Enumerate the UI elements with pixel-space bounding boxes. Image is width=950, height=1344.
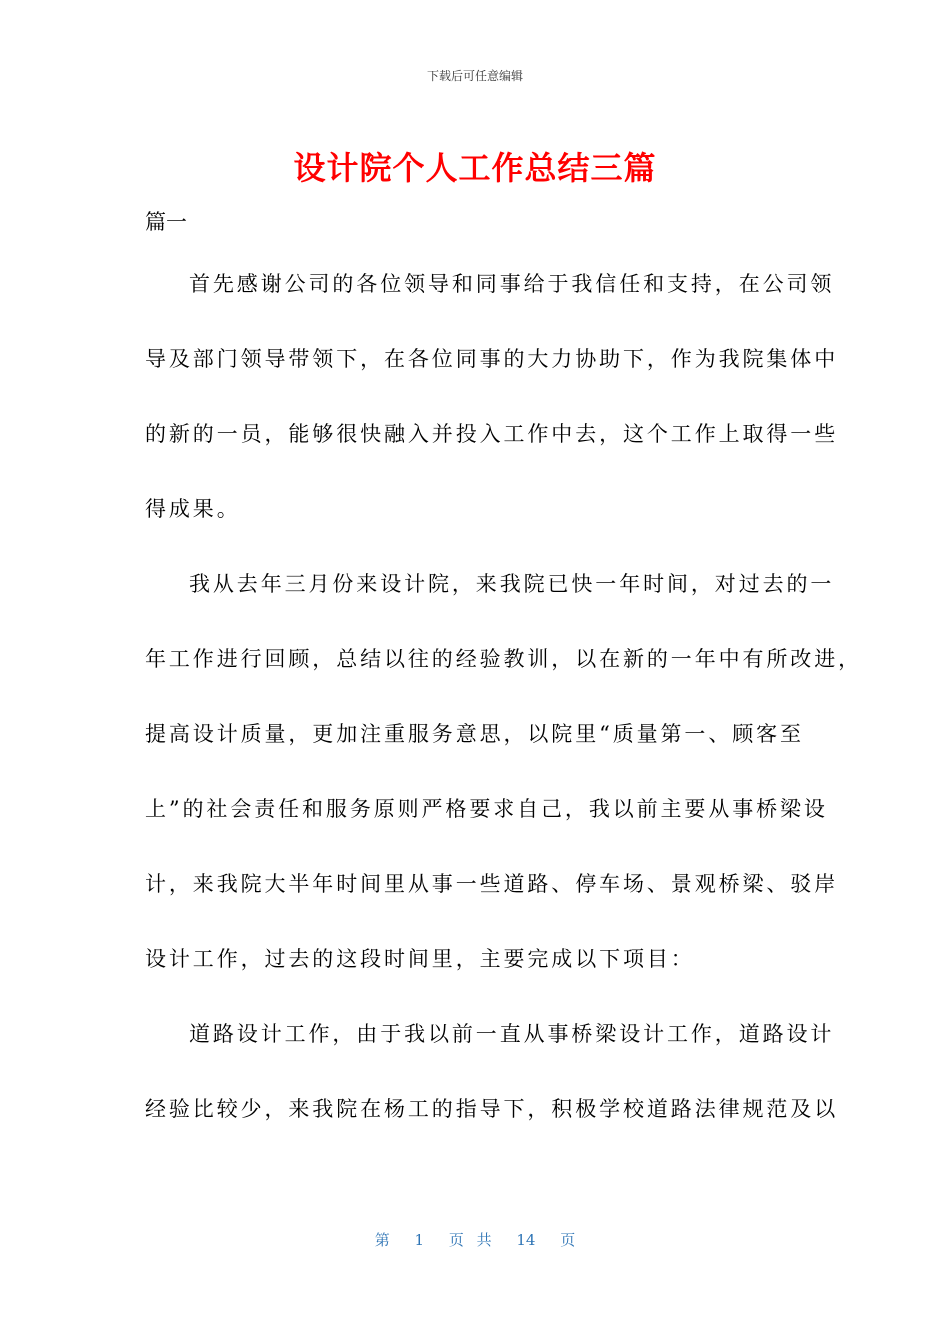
footer-suffix: 页 xyxy=(560,1231,576,1249)
page-footer xyxy=(0,1229,950,1250)
current-page-number: 1 xyxy=(414,1231,425,1249)
paragraph-line: 我从去年三月份来设计院，来我院已快一年时间，对过去的一 xyxy=(189,572,835,596)
paragraph-line: 设计工作，过去的这段时间里，主要完成以下项目： xyxy=(145,947,695,971)
footer-middle: 页 共 xyxy=(448,1231,492,1249)
paragraph-line: 得成果。 xyxy=(145,497,241,521)
paragraph-line: 首先感谢公司的各位领导和同事给于我信任和支持，在公司领 xyxy=(189,272,835,296)
footer-prefix: 第 xyxy=(374,1231,390,1249)
paragraph-line: 导及部门领导带领下，在各位同事的大力协助下，作为我院集体中 xyxy=(145,347,839,371)
paragraph-line: 道路设计工作，由于我以前一直从事桥梁设计工作，道路设计 xyxy=(189,1022,835,1046)
paragraph-line: 上”的社会责任和服务原则严格要求自己，我以前主要从事桥梁设 xyxy=(145,797,828,821)
paragraph-line: 年工作进行回顾，总结以往的经验教训，以在新的一年中有所改进， xyxy=(145,647,862,671)
document-title: 设计院个人工作总结三篇 xyxy=(293,149,657,187)
paragraph-line: 提高设计质量，更加注重服务意思，以院里“质量第一、顾客至 xyxy=(145,722,804,746)
total-page-count: 14 xyxy=(516,1231,536,1249)
header-note: 下载后可任意编辑 xyxy=(426,69,523,83)
paragraph-line: 计，来我院大半年时间里从事一些道路、停车场、景观桥梁、驳岸 xyxy=(145,872,839,896)
paragraph-line: 的新的一员，能够很快融入并投入工作中去，这个工作上取得一些 xyxy=(145,422,839,446)
paragraph-line: 经验比较少，来我院在杨工的指导下，积极学校道路法律规范及以 xyxy=(145,1097,839,1121)
section-label: 篇一 xyxy=(145,210,187,234)
